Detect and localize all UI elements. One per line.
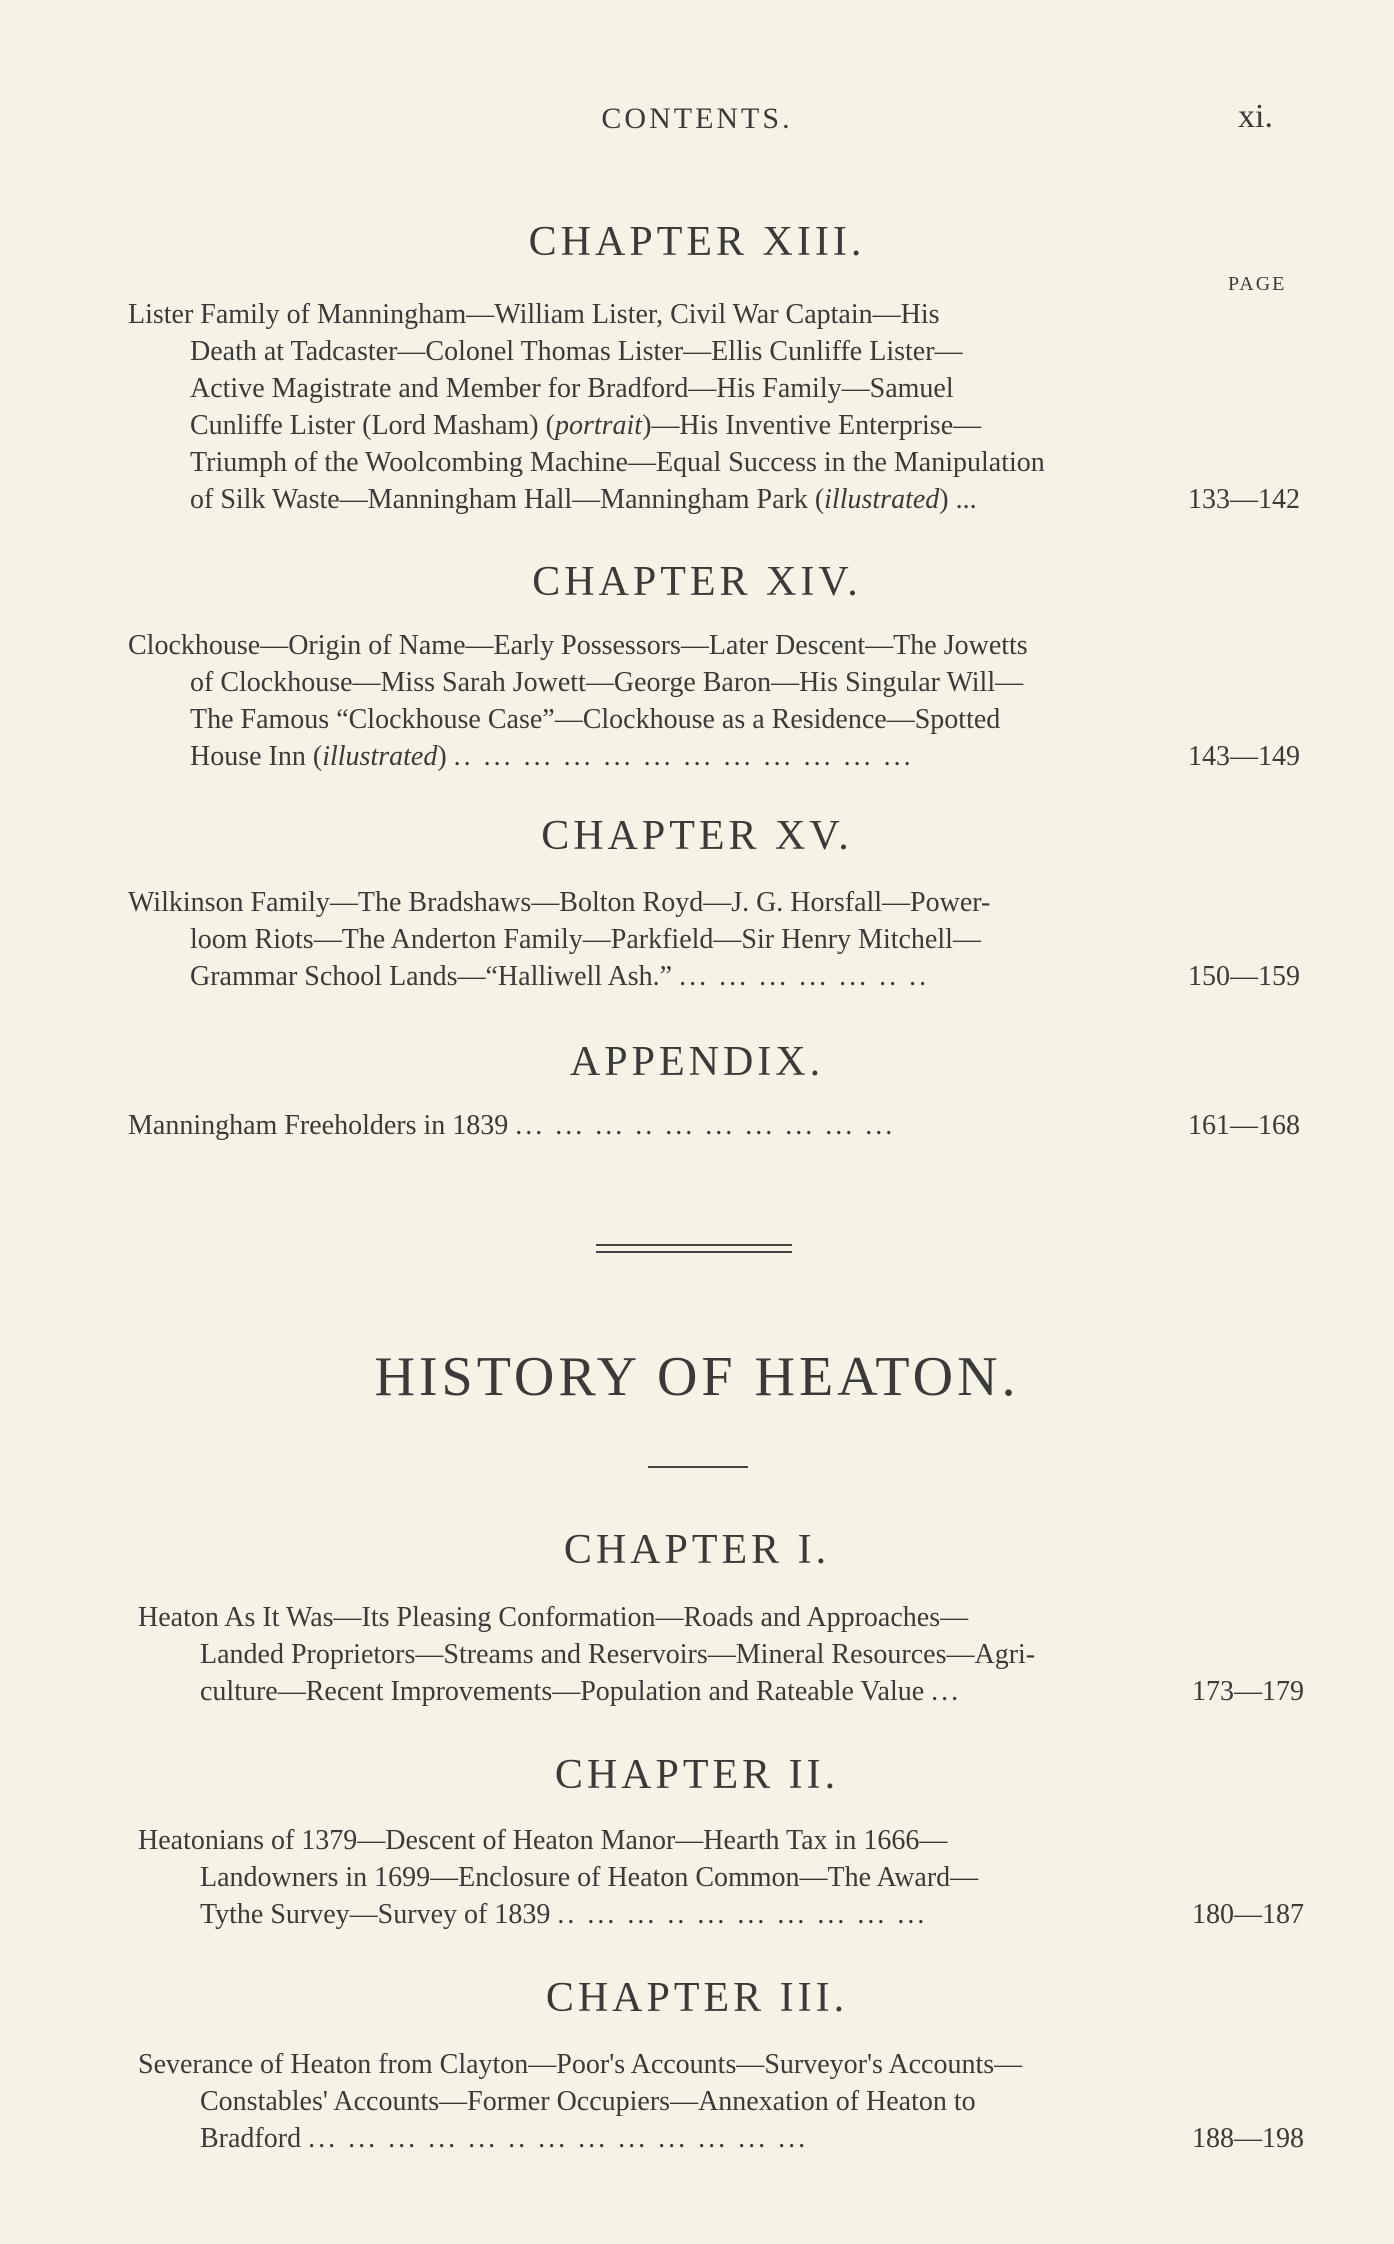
chapter-15-entry: [128, 884, 1300, 995]
entry-line: Cunliffe Lister (Lord Masham) (portrait)—His Inventive Enterprise—: [190, 410, 982, 441]
page-range: 188—198: [1192, 2123, 1304, 2154]
entry-line: Clockhouse—Origin of Name—Early Possessors—Later Descent—The Jowetts: [128, 630, 1028, 661]
entry-line: Severance of Heaton from Clayton—Poor's Accounts—Surveyor's Accounts—: [138, 2049, 1023, 2080]
entry-line-last: Bradford ... ... ... ... ... .. ... ... ... ... ... ... ... 188—198: [138, 2120, 1304, 2157]
heaton-chapter-3-entry: [138, 2046, 1304, 2157]
chapter-14-heading: CHAPTER XIV.: [532, 559, 862, 605]
part-title: HISTORY OF HEATON.: [374, 1346, 1020, 1408]
chapter-14-entry: [128, 627, 1300, 775]
heaton-chapter-1-heading: CHAPTER I.: [563, 1527, 831, 1573]
page-range: 143—149: [1188, 741, 1300, 772]
entry-line: Landed Proprietors—Streams and Reservoirs—Mineral Resources—Agri-: [200, 1639, 1036, 1670]
entry-line-last: of Silk Waste—Manningham Hall—Manningham Park (illustrated) ... 133—142: [128, 481, 1300, 518]
chapter-13-heading: CHAPTER XIII.: [528, 219, 866, 265]
page-folio: xi.: [1238, 98, 1273, 135]
chapter-13-entry: [128, 296, 1300, 518]
divider-rule: [596, 1244, 792, 1246]
heaton-chapter-3-heading: CHAPTER III.: [545, 1975, 849, 2021]
divider-rule: [596, 1251, 792, 1253]
entry-line: Death at Tadcaster—Colonel Thomas Lister—Ellis Cunliffe Lister—: [190, 336, 963, 367]
page-range: 150—159: [1188, 961, 1300, 992]
page-range: 173—179: [1192, 1676, 1304, 1707]
divider-rule: [648, 1466, 748, 1468]
heaton-chapter-1-entry: [138, 1599, 1304, 1710]
page-range: 133—142: [1188, 484, 1300, 515]
entry-line: Active Magistrate and Member for Bradford—His Family—Samuel: [190, 373, 954, 404]
entry-line-last: culture—Recent Improvements—Population and Rateable Value ... 173—179: [138, 1673, 1304, 1710]
entry-line-last: Manningham Freeholders in 1839 ... ... ... .. ... ... ... ... ... ... 161—168: [128, 1107, 1300, 1144]
entry-line: Heatonians of 1379—Descent of Heaton Manor—Hearth Tax in 1666—: [138, 1825, 948, 1856]
entry-line: The Famous “Clockhouse Case”—Clockhouse as a Residence—Spotted: [190, 704, 1001, 735]
entry-line: Triumph of the Woolcombing Machine—Equal Success in the Manipulation: [190, 447, 1045, 478]
running-header: CONTENTS.: [601, 102, 793, 135]
entry-line: Lister Family of Manningham—William Lister, Civil War Captain—His: [128, 299, 940, 330]
page-column-label: PAGE: [1228, 273, 1287, 295]
page-range: 180—187: [1192, 1899, 1304, 1930]
entry-line-last: Grammar School Lands—“Halliwell Ash.” ... ... ... ... ... .. .. 150—159: [128, 958, 1300, 995]
entry-line-last: House Inn (illustrated) .. ... ... ... ... ... ... ... ... ... ... ... 143—149: [128, 738, 1300, 775]
entry-line: Wilkinson Family—The Bradshaws—Bolton Royd—J. G. Horsfall—Power-: [128, 887, 991, 918]
appendix-heading: APPENDIX.: [569, 1039, 825, 1085]
chapter-15-heading: CHAPTER XV.: [541, 813, 853, 859]
entry-line: loom Riots—The Anderton Family—Parkfield—Sir Henry Mitchell—: [190, 924, 981, 955]
entry-line: Heaton As It Was—Its Pleasing Conformation—Roads and Approaches—: [138, 1602, 969, 1633]
entry-line-last: Tythe Survey—Survey of 1839 .. ... ... .. ... ... ... ... ... ... 180—187: [138, 1896, 1304, 1933]
page-range: 161—168: [1188, 1110, 1300, 1141]
heaton-chapter-2-entry: [138, 1822, 1304, 1933]
entry-line: Landowners in 1699—Enclosure of Heaton Common—The Award—: [200, 1862, 979, 1893]
entry-line: Constables' Accounts—Former Occupiers—Annexation of Heaton to: [200, 2086, 976, 2117]
appendix-entry: [128, 1107, 1300, 1144]
heaton-chapter-2-heading: CHAPTER II.: [554, 1752, 840, 1798]
entry-line: of Clockhouse—Miss Sarah Jowett—George Baron—His Singular Will—: [190, 667, 1024, 698]
